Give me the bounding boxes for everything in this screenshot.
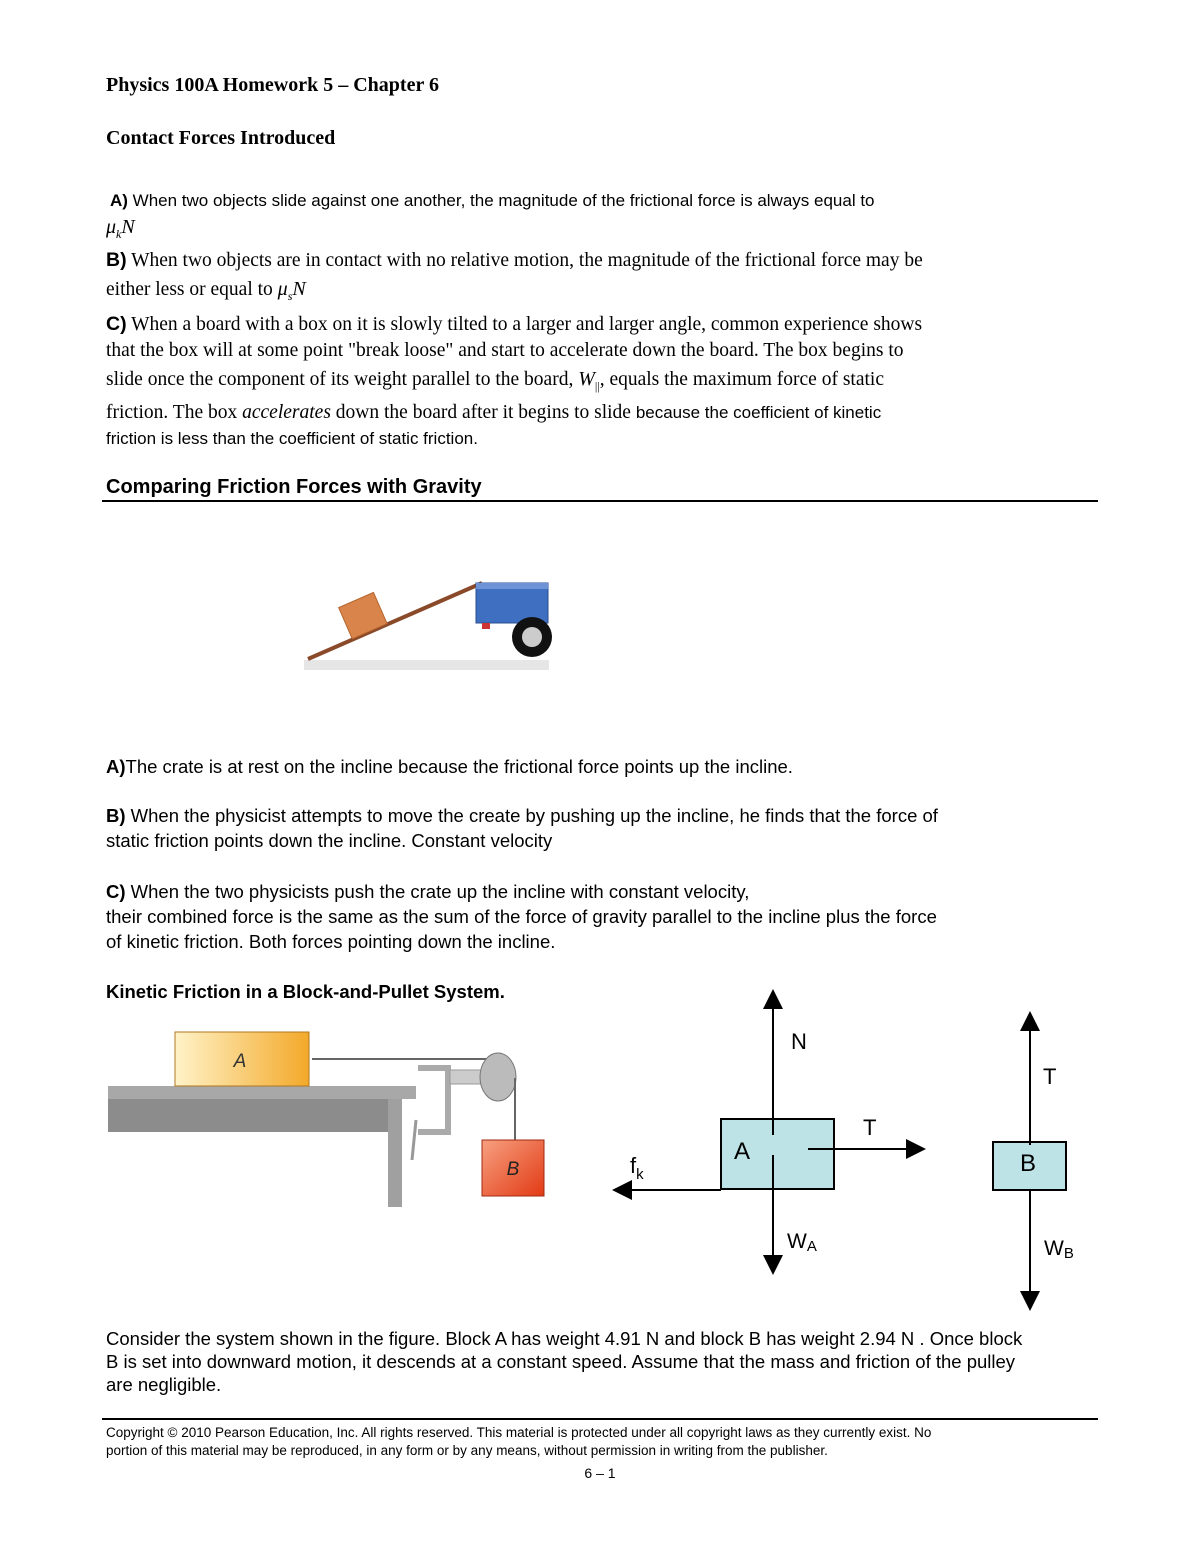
text: friction. The box xyxy=(106,402,243,423)
section-heading-friction-gravity: Comparing Friction Forces with Gravity xyxy=(106,476,482,498)
text: , equals the maximum force of static xyxy=(599,369,884,390)
block-pulley-figure xyxy=(100,1020,560,1220)
text: slide once the component of its weight parallel to the board, xyxy=(106,369,579,390)
intro-item-b-line2 xyxy=(106,278,306,304)
problem-text: Consider the system shown in the figure. Block A has weight 4.91 N and block B has weight 2.94 N . Once block xyxy=(106,1328,1023,1349)
n-symbol: N xyxy=(121,216,135,238)
wheel-hub xyxy=(522,627,542,647)
sub-b: B xyxy=(1063,1245,1074,1262)
w: W xyxy=(1044,1237,1064,1260)
intro-item-b xyxy=(106,249,923,272)
w: W xyxy=(787,1230,807,1253)
intro-item-c xyxy=(106,313,922,336)
crate xyxy=(339,592,387,638)
item-text: When two objects slide against one another, the magnitude of the frictional force is always equal to xyxy=(127,191,875,210)
item-label: B) xyxy=(106,805,126,826)
item-text xyxy=(106,402,881,424)
item-text: When two objects are in contact with no relative motion, the magnitude of the frictional force may be xyxy=(126,250,923,271)
subscript: s xyxy=(287,289,293,303)
item-text: either less or equal to xyxy=(106,279,278,300)
clamp-screw xyxy=(412,1120,416,1160)
block-a-label: A xyxy=(233,1051,247,1072)
copyright-text: Copyright © 2010 Pearson Education, Inc. All rights reserved. This material is protected under all copyright laws as they currently exist. No xyxy=(106,1425,932,1440)
subscript: k xyxy=(116,227,122,241)
table-apron xyxy=(108,1099,388,1132)
label-t-b: T xyxy=(1043,1064,1057,1089)
n-symbol: N xyxy=(292,278,306,300)
sub-k: k xyxy=(636,1166,644,1183)
item-text xyxy=(106,368,884,394)
mu-symbol: μ xyxy=(277,278,288,300)
item-text: that the box will at some point "break loose" and start to accelerate down the board. The box begins to xyxy=(106,340,904,361)
item-label: A) xyxy=(106,756,126,777)
page-number: 6 – 1 xyxy=(584,1465,616,1481)
w-symbol: W xyxy=(578,368,595,390)
item-text: their combined force is the same as the sum of the force of gravity parallel to the incline plus the force xyxy=(106,906,937,927)
section2-item-a xyxy=(106,756,793,778)
problem-text: B is set into downward motion, it descends at a constant speed. Assume that the mass and friction of the pulley xyxy=(106,1351,1016,1372)
section-heading-contact-forces: Contact Forces Introduced xyxy=(106,127,336,149)
table-leg xyxy=(388,1099,402,1207)
subscript: || xyxy=(594,378,600,393)
free-body-diagrams xyxy=(600,985,1100,1315)
label-wa xyxy=(787,1230,817,1255)
item-text: When the physicist attempts to move the create by pushing up the incline, he finds that the force of xyxy=(125,805,938,826)
footer-rule xyxy=(102,1418,1098,1420)
text: because the coefficient of kinetic xyxy=(635,403,882,422)
pulley xyxy=(480,1053,516,1101)
item-text: The crate is at rest on the incline because the frictional force points up the incline. xyxy=(125,756,793,777)
tail-light xyxy=(482,623,490,629)
label-t-a: T xyxy=(863,1115,877,1140)
label-n: N xyxy=(791,1029,807,1054)
item-label: A) xyxy=(110,191,128,210)
page-title: Physics 100A Homework 5 – Chapter 6 xyxy=(106,74,439,96)
problem-text: are negligible. xyxy=(106,1374,222,1395)
f: f xyxy=(630,1153,637,1178)
sub-a: A xyxy=(806,1238,817,1255)
clamp xyxy=(418,1068,448,1132)
item-text: friction is less than the coefficient of static friction. xyxy=(106,429,478,448)
fbd-a-label: A xyxy=(734,1138,751,1165)
table-top xyxy=(108,1086,416,1099)
item-label: C) xyxy=(106,313,127,335)
item-label: B) xyxy=(106,249,127,271)
text: down the board after it begins to slide xyxy=(330,402,636,423)
trailer-rim xyxy=(476,583,548,589)
intro-item-a xyxy=(110,191,875,211)
mu-symbol: μ xyxy=(106,216,117,238)
ground xyxy=(304,660,549,670)
section-heading-block-pulley: Kinetic Friction in a Block-and-Pullet System. xyxy=(106,981,505,1002)
section2-item-b xyxy=(106,805,938,827)
block-b-label: B xyxy=(506,1159,520,1180)
copyright-text: portion of this material may be reproduced, in any form or by any means, without permission in writing from the publisher. xyxy=(106,1443,828,1458)
section2-item-c xyxy=(106,881,749,903)
item-text: static friction points down the incline. Constant velocity xyxy=(106,830,553,851)
heading-rule xyxy=(102,500,1098,502)
label-wb xyxy=(1044,1237,1074,1262)
item-label: C) xyxy=(106,881,126,902)
label-fk xyxy=(630,1153,644,1183)
item-text: When a board with a box on it is slowly tilted to a larger and larger angle, common experience shows xyxy=(126,314,923,335)
item-text: When the two physicists push the crate up the incline with constant velocity, xyxy=(125,881,750,902)
incline-board xyxy=(308,583,482,659)
math-mu-k-n xyxy=(106,216,135,242)
item-text: of kinetic friction. Both forces pointing down the incline. xyxy=(106,931,556,952)
fbd-b-label: B xyxy=(1020,1150,1037,1177)
incline-trailer-figure xyxy=(300,575,555,675)
emphasis: accelerates xyxy=(242,402,331,423)
